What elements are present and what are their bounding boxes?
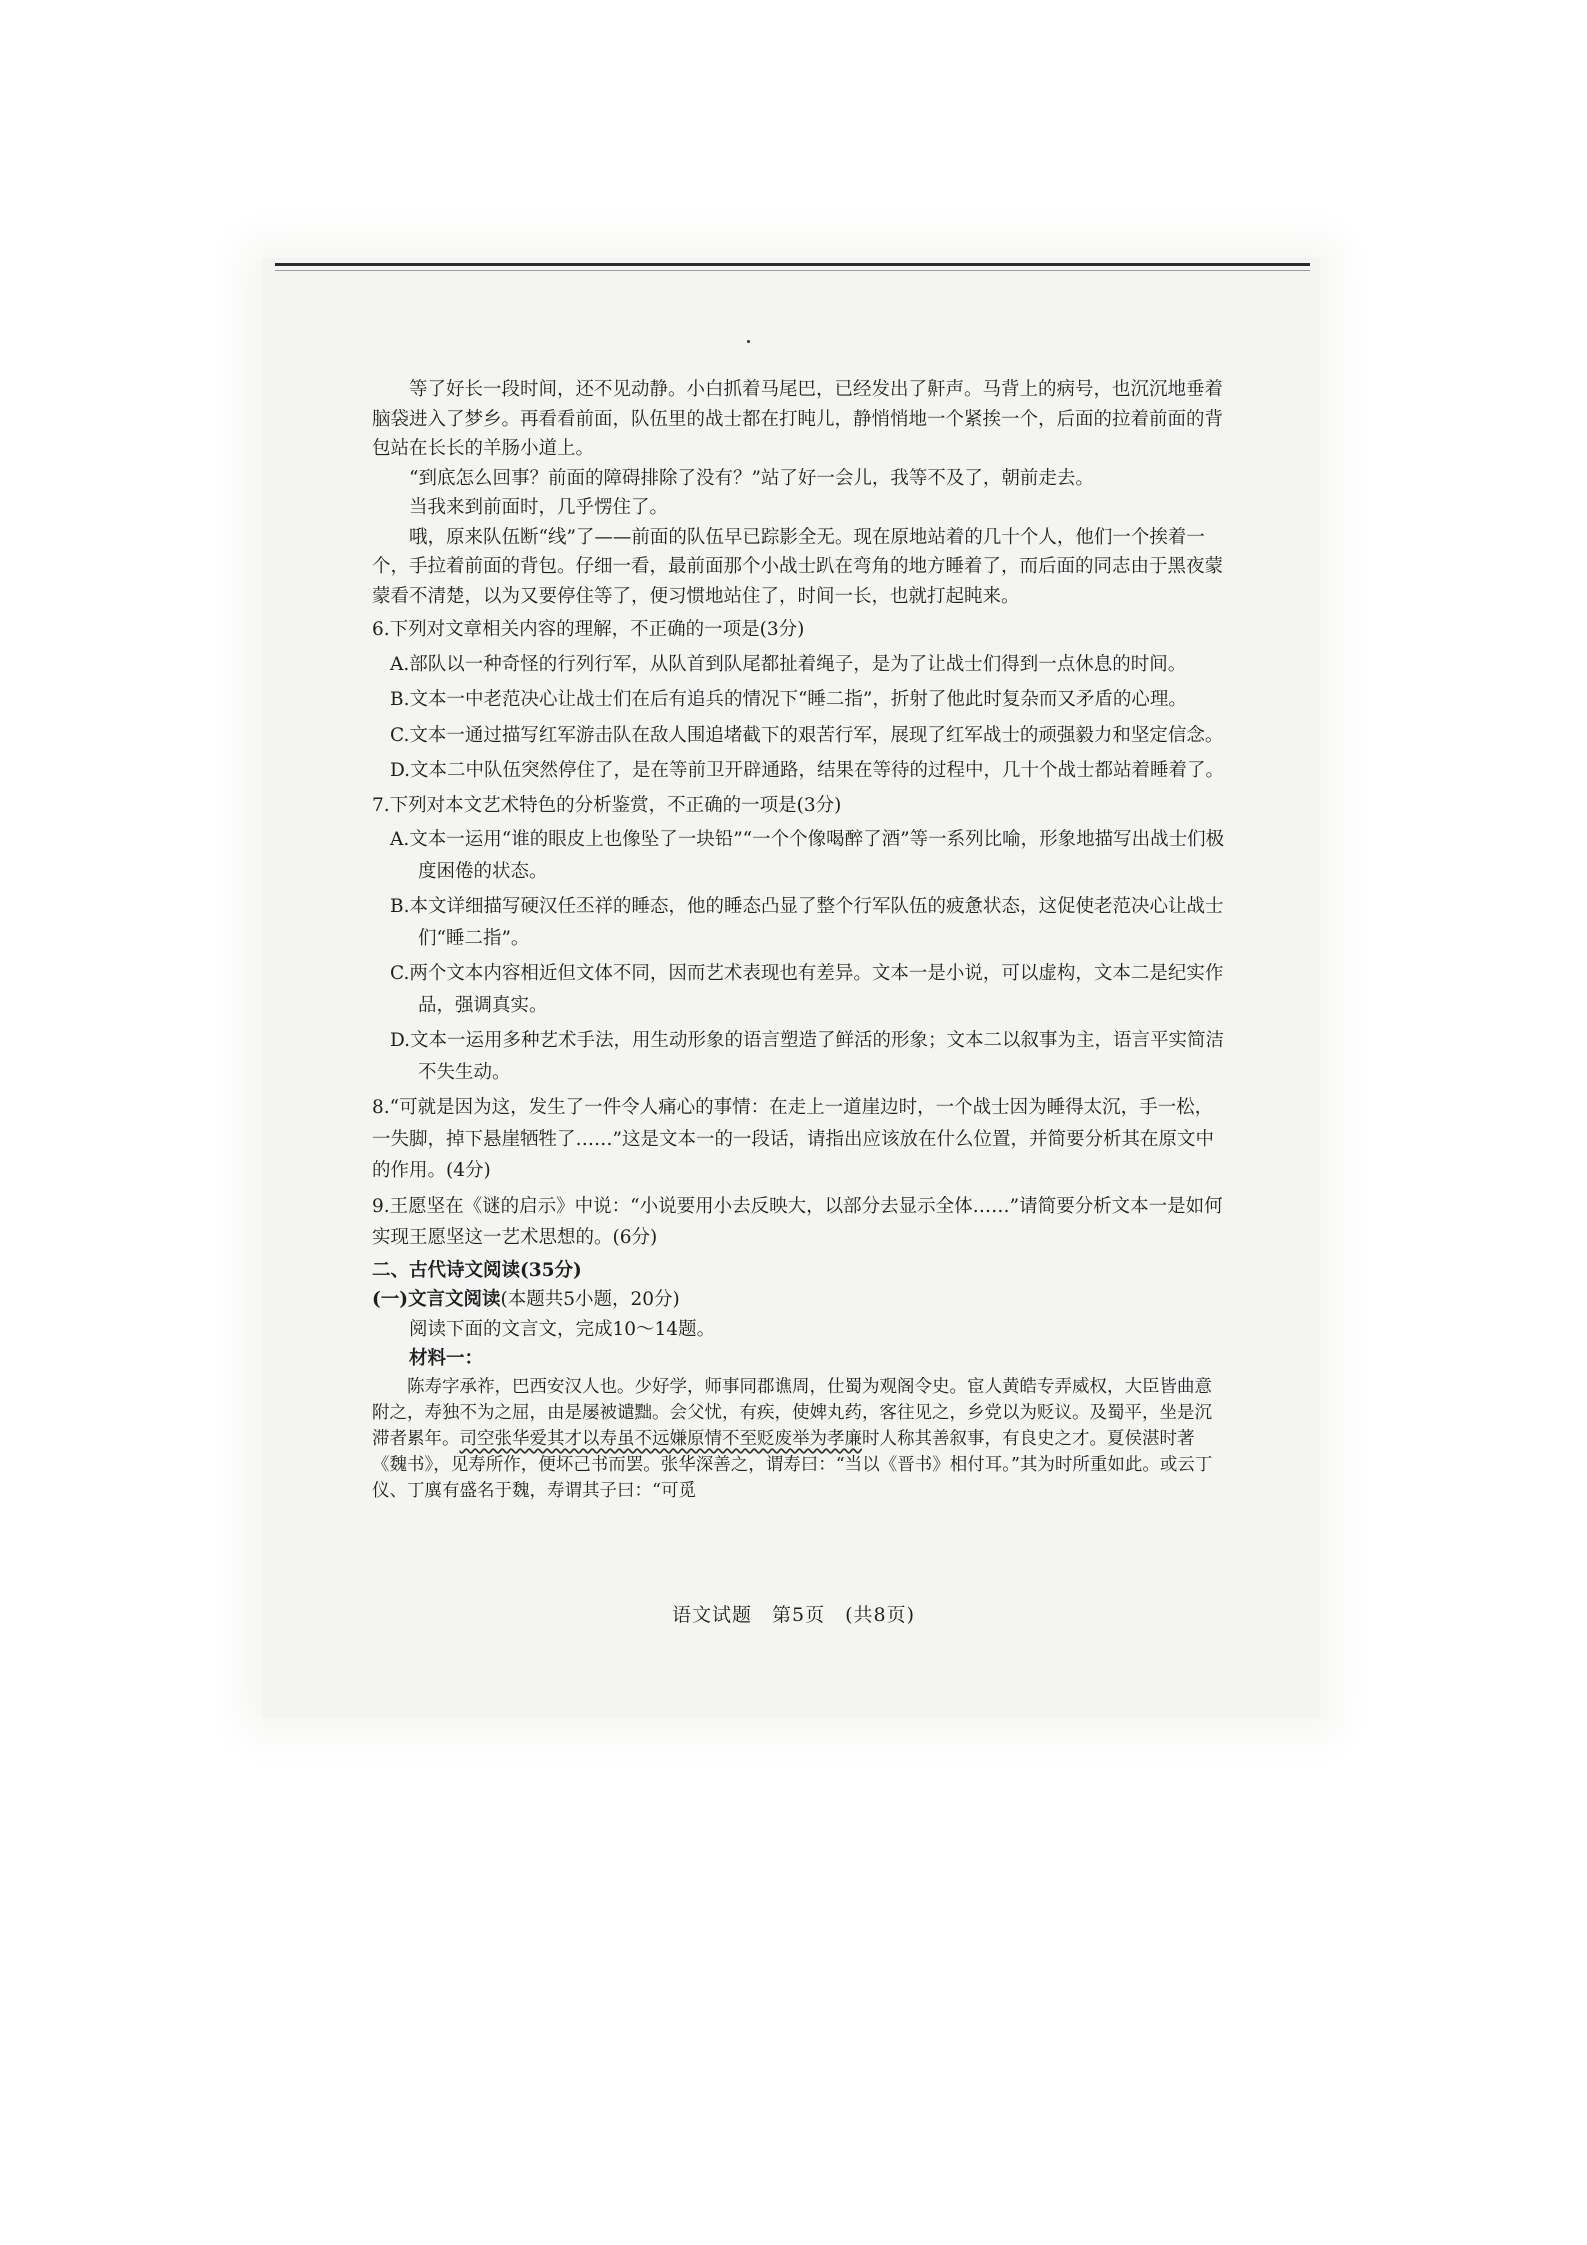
subsection-note: (本题共5小题，20分) [500,1289,680,1310]
classical-text [372,1374,1227,1504]
question-8: 8.“可就是因为这，发生了一件令人痛心的事情：在走上一道崖边时，一个战士因为睡得太沉，手一松，一失脚，掉下悬崖牺牲了……”这是文本一的一段话，请指出应该放在什么位置，并简要分析其在原文中的作用。(4分) [372,1097,1214,1181]
story-paragraph-4: 哦，原来队伍断“线”了——前面的队伍早已踪影全无。现在原地站着的几十个人，他们一个挨着一个，手拉着前面的背包。仔细一看，最前面那个小战士趴在弯角的地方睡着了，而后面的同志由于黑夜蒙蒙看不清楚，以为又要停住等了，便习惯地站住了，时间一长，也就打起盹来。 [372,526,1224,607]
reading-instruction: 阅读下面的文言文，完成10～14题。 [409,1318,716,1340]
q6-option-a: A.部队以一种奇怪的行列行军，从队首到队尾都扯着绳子，是为了让战士们得到一点休息的时间。 [390,653,1187,675]
story-paragraph-2: “到底怎么回事？前面的障碍排除了没有？”站了好一会儿，我等不及了，朝前走去。 [409,467,1094,489]
q7-option-b: B.本文详细描写硬汉任丕祥的睡态，他的睡态凸显了整个行军队伍的疲惫状态，这促使老范决心让战士们“睡二指”。 [390,896,1224,949]
question-6: 6.下列对文章相关内容的理解，不正确的一项是(3分) [372,619,805,640]
material-label: 材料一： [409,1348,484,1369]
subsection-heading [372,1285,1227,1315]
scan-speck [747,340,750,343]
underlined-sentence: 司空张华爱其才以寿虽不远嫌原情不至贬废举为孝廉 [459,1428,862,1449]
q7-option-c: C.两个文本内容相近但文体不同，因而艺术表现也有差异。文本一是小说，可以虚构，文本二是纪实作品，强调真实。 [390,963,1224,1016]
q6-option-b: B.文本一中老范决心让战士们在后有追兵的情况下“睡二指”，折射了他此时复杂而又矛盾的心理。 [390,689,1187,710]
header-rule-thin [275,270,1310,271]
classical-text-end: 时人称其善叙事，有良史之才。夏侯湛时著《魏书》，见寿所作，便坏己书而罢。张华深善之，谓寿曰：“当以《晋书》相付耳。”其为时所重如此。或云丁仪、丁廙有盛名于魏，寿谓其子曰：“可觅 [372,1428,1213,1501]
page-footer: 语文试题 第5页 (共8页) [671,1604,915,1626]
q7-option-a: A.文本一运用“谁的眼皮上也像坠了一块铅”“一个个像喝醉了酒”等一系列比喻，形象地描写出战士们极度困倦的状态。 [390,829,1225,882]
story-paragraph-3: 当我来到前面时，几乎愣住了。 [409,497,669,518]
section-title: 二、古代诗文阅读(35分) [372,1259,582,1281]
classical-text-start: 陈寿字承祚，巴西安汉人也。少好学，师事同郡谯周，仕蜀为观阁令史。宦人黄皓专弄威权，大臣皆曲意附之，寿独不为之屈，由是屡被谴黜。会父忧，有疾，使婢丸药，客往见之，乡党以为贬议。及蜀平，坐是沉滞者累年。 [372,1376,1212,1449]
subsection-title: (一)文言文阅读 [372,1289,501,1310]
question-7: 7.下列对本文艺术特色的分析鉴赏，不正确的一项是(3分) [372,794,842,816]
q7-option-d: D.文本一运用多种艺术手法，用生动形象的语言塑造了鲜活的形象；文本二以叙事为主，语言平实简洁不失生动。 [390,1030,1225,1083]
header-rule [275,263,1310,266]
q6-option-c: C.文本一通过描写红军游击队在敌人围追堵截下的艰苦行军，展现了红军战士的顽强毅力和坚定信念。 [390,724,1224,746]
story-paragraph-1: 等了好长一段时间，还不见动静。小白抓着马尾巴，已经发出了鼾声。马背上的病号，也沉沉地垂着脑袋进入了梦乡。再看看前面，队伍里的战士都在打盹儿，静悄悄地一个紧挨一个，后面的拉着前面的背包站在长长的羊肠小道上。 [372,379,1224,459]
question-9: 9.王愿坚在《谜的启示》中说：“小说要用小去反映大，以部分去显示全体……”请简要分析文本一是如何实现王愿坚这一艺术思想的。(6分) [372,1195,1223,1248]
page-content [372,375,1227,1504]
q6-option-d: D.文本二中队伍突然停住了，是在等前卫开辟通路，结果在等待的过程中，几十个战士都站着睡着了。 [390,760,1225,781]
